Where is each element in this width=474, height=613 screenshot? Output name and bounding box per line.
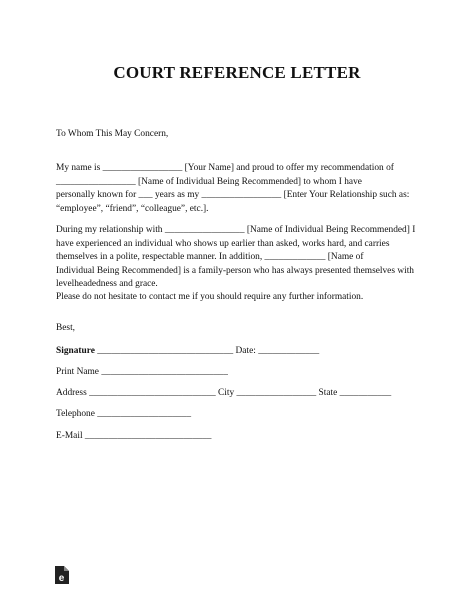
city-field[interactable]: _________________ xyxy=(236,388,317,398)
date-label: Date: xyxy=(235,346,256,356)
address-row xyxy=(56,387,391,399)
signature-label: Signature xyxy=(56,346,95,356)
print-name-label: Print Name xyxy=(56,367,99,377)
paragraph-line: _________________ [Name of Individual Being Recommended] to whom I have xyxy=(56,176,362,187)
email-field[interactable]: ___________________________ xyxy=(84,431,212,441)
address-label: Address xyxy=(56,388,87,398)
print-name-row xyxy=(56,366,228,378)
email-label: E-Mail xyxy=(56,431,83,441)
paragraph-line: personally known for ___ years as my _________________ [Enter Your Relationship such as: xyxy=(56,190,410,200)
page-title: COURT REFERENCE LETTER xyxy=(113,63,361,82)
address-field[interactable]: ___________________________ xyxy=(89,388,216,398)
paragraph-line: During my relationship with _________________ [Name of Individual Being Recommended] I xyxy=(56,225,416,235)
eforms-logo-glyph: e xyxy=(58,573,65,584)
city-label: City xyxy=(217,388,235,398)
paragraph-line: levelheadedness and grace. xyxy=(56,279,158,289)
date-field[interactable]: _____________ xyxy=(258,346,320,356)
paragraph-line: “employee”, “friend”, “colleague”, etc.]. xyxy=(56,203,209,214)
signature-row xyxy=(56,345,319,357)
paragraph-line: themselves in a polite, respectable manner. In addition, _____________ [Name of xyxy=(56,252,364,262)
paragraph-line: My name is _________________ [Your Name] and proud to offer my recommendation of xyxy=(56,163,394,173)
paragraph-contact: Please do not hesitate to contact me if you should require any further information. xyxy=(56,292,364,302)
paragraph-line: have experienced an individual who shows up earlier than asked, works hard, and carries xyxy=(56,238,390,249)
paragraph-introduction xyxy=(56,162,428,216)
signature-field[interactable]: _____________________________ xyxy=(97,346,234,356)
telephone-label: Telephone xyxy=(56,409,95,419)
eforms-document-icon xyxy=(54,565,70,585)
eforms-document-icon-graphic xyxy=(54,565,70,585)
telephone-field[interactable]: ____________________ xyxy=(97,409,192,419)
telephone-row xyxy=(56,408,191,420)
paragraph-line: Individual Being Recommended] is a family-person who has always presented themselves with xyxy=(56,265,414,276)
salutation: To Whom This May Concern, xyxy=(56,129,169,139)
state-field[interactable]: ___________ xyxy=(339,388,392,398)
paragraph-relationship xyxy=(56,224,428,292)
closing: Best, xyxy=(56,323,76,333)
email-row xyxy=(56,430,211,442)
print-name-field[interactable]: ___________________________ xyxy=(101,367,228,377)
state-label: State xyxy=(318,388,338,398)
